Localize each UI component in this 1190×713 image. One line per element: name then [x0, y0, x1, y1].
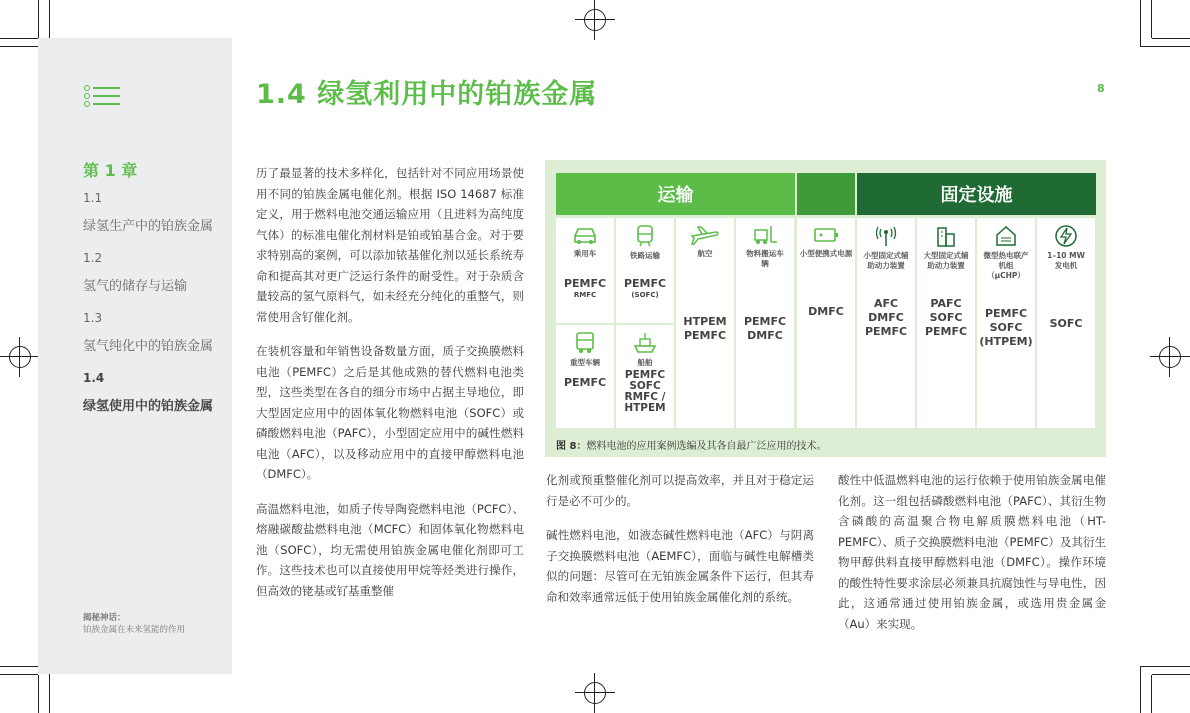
- toc-item-1-3[interactable]: 氢气纯化中的铂族金属: [83, 339, 214, 354]
- registration-mark: [575, 673, 615, 713]
- cell-micro-chp: [977, 218, 1035, 428]
- ship-icon: [632, 331, 658, 355]
- crop-mark: [0, 38, 38, 39]
- cell-portable-power: [797, 218, 855, 428]
- figure-caption: [556, 437, 826, 452]
- cell-heavy-truck: [556, 325, 614, 428]
- cell-passenger-car: [556, 218, 614, 323]
- cell-label: 小型便携式电源: [799, 249, 853, 258]
- crop-mark: [1140, 666, 1190, 667]
- cell-label: 物料搬运车辆: [746, 249, 784, 268]
- cell-tech: PAFC SOFC PEMFC: [924, 297, 968, 338]
- cell-label: 乘用车: [573, 249, 597, 258]
- page-title: 1.4 绿氢利用中的铂族金属: [256, 79, 598, 110]
- cell-label: 小型固定式辅助动力装置: [863, 251, 909, 270]
- cell-label: 铁路运输: [630, 251, 660, 260]
- cell-tech: PEMFC SOFC (HTPEM): [979, 307, 1033, 348]
- paragraph: 化剂或预重整催化剂可以提高效率，并且对于稳定运行是必不可少的。: [546, 473, 814, 508]
- caption-label: 图 8：: [556, 441, 587, 452]
- forklift-icon: [751, 224, 779, 246]
- crop-mark: [1151, 675, 1152, 713]
- toc-item-1-1[interactable]: 绿氢生产中的铂族金属: [83, 219, 214, 234]
- cell-tech: PEMFC SOFC RMFC / HTPEM: [624, 369, 666, 414]
- crop-mark: [38, 675, 39, 713]
- toc-number: 1.3: [83, 311, 103, 325]
- cell-tech: HTPEM PEMFC: [683, 315, 727, 342]
- antenna-icon: [874, 224, 898, 248]
- figure-8: [545, 160, 1106, 457]
- cell-power-generator: [1037, 218, 1095, 428]
- paragraph: 酸性中低温燃料电池的运行依赖于使用铂族金属电催化剂。这一组包括磷酸燃料电池（PAFC）、其衍生物含磷酸的高温聚合物电解质膜燃料电池（HT-PEMFC）、质子交换膜燃料电池（PEMFC）及其衍生物甲醇供料直接甲醇燃料电池（DMFC）。操作环境的酸性特性要求涂层必须兼具抗腐蚀性与导电性，因此，这通常通过使用铂族金属，或选用贵金属金（Au）来实现。: [838, 473, 1106, 631]
- cell-tech: PEMFC: [563, 376, 607, 389]
- cell-tech-sub: (SOFC): [631, 291, 659, 299]
- crop-mark: [1152, 674, 1190, 675]
- toc-number: 1.2: [83, 251, 103, 265]
- plane-icon: [690, 224, 720, 246]
- house-icon: [994, 224, 1018, 248]
- header-stationary: [857, 173, 1096, 215]
- cell-label: 大型固定式辅助动力装置: [923, 251, 969, 270]
- train-icon: [633, 224, 657, 248]
- sidebar: [38, 38, 232, 674]
- cell-label: 1–10 MW 发电机: [1047, 251, 1085, 270]
- header-stationary-label: 固定设施: [940, 185, 1013, 206]
- cell-tech: DMFC: [808, 305, 844, 318]
- menu-icon[interactable]: [84, 85, 120, 107]
- cell-tech-sub: RMFC: [573, 291, 597, 299]
- footer-note-title: 揭秘神话：: [83, 613, 126, 623]
- registration-mark: [575, 0, 615, 40]
- cell-tech: PEMFC: [563, 277, 607, 290]
- header-portable: [797, 173, 855, 215]
- cell-label: 船舶: [637, 358, 653, 367]
- footer-note-text: 铂族金属在未来氢能的作用: [83, 625, 186, 635]
- car-icon: [571, 224, 599, 246]
- cell-label: 微型热电联产机组（μCHP）: [983, 251, 1029, 280]
- header-transport: [556, 173, 795, 215]
- cell-ship: [616, 325, 674, 428]
- cell-tech: PEMFC DMFC: [743, 315, 787, 342]
- cell-large-stationary: [917, 218, 975, 428]
- crop-mark: [1151, 0, 1152, 38]
- crop-mark: [1140, 666, 1141, 713]
- paragraph: 高温燃料电池，如质子传导陶瓷燃料电池（PCFC）、熔融碳酸盐燃料电池（MCFC）和固体氧化物燃料电池（SOFC），均无需使用铂族金属电催化剂即可工作。这些技术也可以直接使用甲烷等烃类进行操作，但高效的铑基或钌基重整催: [256, 501, 524, 598]
- crop-mark: [1140, 46, 1190, 47]
- cell-label: 重型车辆: [570, 358, 600, 367]
- header-transport-label: 运输: [657, 185, 694, 206]
- footer-note: [83, 612, 233, 636]
- page-number: 8: [1097, 82, 1105, 95]
- cell-tech: PEMFC: [623, 277, 667, 290]
- cell-material-handling: [736, 218, 794, 428]
- cell-small-stationary: [857, 218, 915, 428]
- body-column-2: [546, 470, 814, 621]
- battery-icon: [812, 224, 840, 246]
- body-column-3: [838, 470, 1106, 648]
- registration-mark: [1150, 337, 1190, 377]
- toc-item-1-2[interactable]: 氢气的储存与运输: [83, 279, 188, 294]
- toc-item-1-4[interactable]: 绿氢使用中的铂族金属: [83, 399, 214, 414]
- cell-rail: [616, 218, 674, 323]
- cell-label: 航空: [697, 249, 713, 258]
- chapter-title: 第 1 章: [83, 161, 138, 180]
- toc-number: 1.1: [83, 191, 103, 205]
- registration-mark: [0, 337, 40, 377]
- building-icon: [934, 224, 958, 248]
- toc-number: 1.4: [83, 371, 105, 385]
- paragraph: 历了最显著的技术多样化，包括针对不同应用场景使用不同的铂族金属电催化剂。根据 ISO 14687 标准定义，用于燃料电池交通运输应用（且进料为高纯度气体）的标准电催化剂材料是铂或铂基合金。对于要求特别高的案例，可以添加铱基催化剂以延长系统寿命和提高其对更广泛运行条件的耐受性。对于杂质含量较高的氢气原料气，如未经充分纯化的重整气，则常使用含钌催化剂。: [256, 166, 524, 324]
- body-column-1: [256, 163, 524, 615]
- cell-tech: AFC DMFC PEMFC: [864, 297, 908, 338]
- paragraph: 碱性燃料电池，如液态碱性燃料电池（AFC）与阴离子交换膜燃料电池（AEMFC），面临与碱性电解槽类似的问题：尽管可在无铂族金属条件下运行，但其寿命和效率通常远低于使用铂族金属催化剂的系统。: [546, 528, 814, 604]
- crop-mark: [0, 674, 38, 675]
- crop-mark: [38, 0, 39, 38]
- cell-aviation: [676, 218, 734, 428]
- crop-mark: [1140, 0, 1141, 46]
- crop-mark: [1152, 38, 1190, 39]
- paragraph: 在装机容量和年销售设备数量方面，质子交换膜燃料电池（PEMFC）之后是其他成熟的替代燃料电池类型，这些类型在各自的细分市场中占据主导地位，即大型固定应用中的固体氧化物燃料电池（SOFC）或磷酸燃料电池（PAFC），小型固定应用中的碱性燃料电池（AFC），以及移动应用中的直接甲醇燃料电池（DMFC）。: [256, 344, 524, 481]
- bolt-icon: [1054, 224, 1078, 248]
- table-of-contents: [83, 158, 223, 431]
- truck-icon: [573, 331, 597, 355]
- cell-tech: SOFC: [1049, 317, 1083, 330]
- caption-text: 燃料电池的应用案例选编及其各自最广泛应用的技术。: [586, 441, 827, 452]
